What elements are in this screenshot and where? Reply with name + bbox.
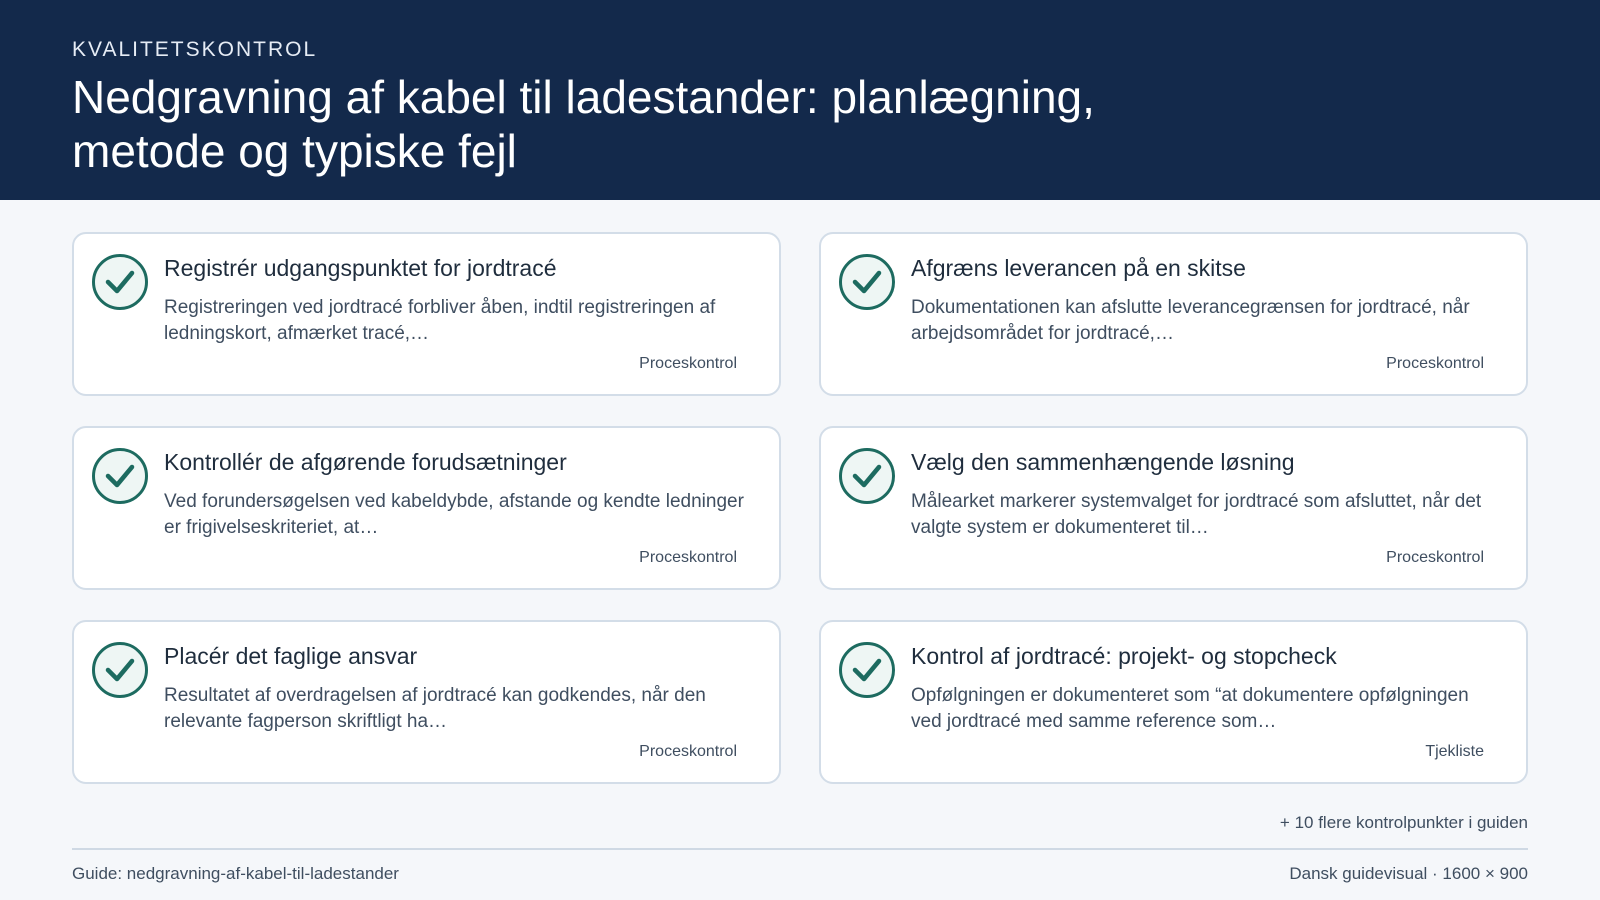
checkpoint-title: Afgræns leverancen på en skitse [911, 255, 1246, 281]
page-title: Nedgravning af kabel til ladestander: planlægning, metode og typiske fejl [72, 71, 1095, 177]
check-circle-icon [839, 642, 895, 698]
checkpoint-tag: Proceskontrol [639, 743, 737, 760]
checkpoint-card[interactable] [72, 232, 781, 396]
checkpoint-tag: Proceskontrol [1386, 355, 1484, 372]
checkpoint-description: Opfølgningen er dokumenteret som “at dokumentere opfølgningen ved jordtracé med samme reference som… [911, 685, 1469, 732]
checkpoint-title: Vælg den sammenhængende løsning [911, 449, 1295, 475]
check-circle-icon [92, 448, 148, 504]
check-circle-icon [839, 448, 895, 504]
checkpoint-tag: Tjekliste [1425, 743, 1484, 760]
checkpoint-title: Placér det faglige ansvar [164, 643, 418, 669]
check-circle-icon [839, 254, 895, 310]
footer-meta-label: Dansk guidevisual · 1600 × 900 [1289, 864, 1528, 883]
checkpoint-title: Kontrollér de afgørende forudsætninger [164, 449, 567, 475]
checkpoint-card[interactable] [819, 426, 1528, 590]
checkpoint-card[interactable] [72, 426, 781, 590]
checkpoint-tag: Proceskontrol [639, 355, 737, 372]
checkpoint-description: Resultatet af overdragelsen af jordtracé kan godkendes, når den relevante fagperson skriftligt ha… [164, 685, 706, 732]
check-circle-icon [92, 254, 148, 310]
checkpoint-description: Ved forundersøgelsen ved kabeldybde, afstande og kendte ledninger er frigivelseskriteriet, at… [164, 491, 744, 538]
checkpoint-title: Registrér udgangspunktet for jordtracé [164, 255, 557, 281]
footer-guide-label: Guide: nedgravning-af-kabel-til-ladestander [72, 864, 399, 883]
checkpoint-card[interactable] [819, 620, 1528, 784]
checkpoint-tag: Proceskontrol [639, 549, 737, 566]
check-circle-icon [92, 642, 148, 698]
checkpoint-title: Kontrol af jordtracé: projekt- og stopcheck [911, 643, 1337, 669]
checkpoint-description: Registreringen ved jordtracé forbliver åben, indtil registreringen af ledningskort, afmærket tracé,… [164, 297, 716, 344]
more-checkpoints-link[interactable]: + 10 flere kontrolpunkter i guiden [1279, 813, 1528, 832]
page-header [0, 0, 1600, 200]
checkpoint-card[interactable] [72, 620, 781, 784]
checkpoint-description: Målearket markerer systemvalget for jordtracé som afsluttet, når det valgte system er dokumenteret til… [911, 491, 1482, 538]
checkpoint-card[interactable] [819, 232, 1528, 396]
footer-divider [72, 848, 1528, 850]
checkpoint-tag: Proceskontrol [1386, 549, 1484, 566]
checkpoint-description: Dokumentationen kan afslutte leverancegrænsen for jordtracé, når arbejdsområdet for jordtracé,… [911, 297, 1470, 344]
page-eyebrow: KVALITETSKONTROL [72, 38, 318, 61]
